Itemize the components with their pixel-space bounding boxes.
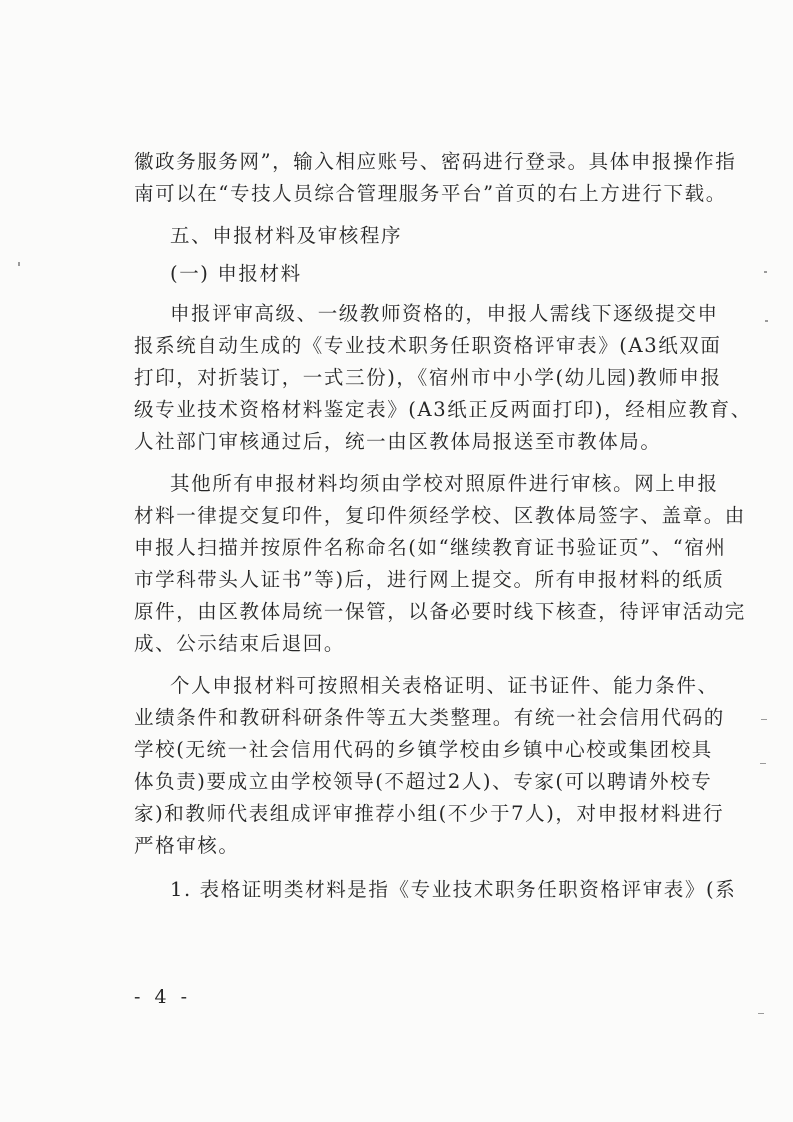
scan-speck [761, 719, 767, 720]
text-line: 成、公示结束后退回。 [134, 632, 346, 655]
page-number: - 4 - [134, 986, 192, 1008]
scan-speck [758, 1013, 764, 1014]
text-line: 级专业技术资格材料鉴定表》(A3纸正反两面打印)，经相应教育、 [134, 398, 752, 421]
scan-speck [765, 320, 768, 322]
paragraph-first-line: 个人申报材料可按照相关表格证明、证书证件、能力条件、 [170, 674, 719, 697]
text-line: 市学科带头人证书”等)后，进行网上提交。所有申报材料的纸质 [134, 568, 725, 591]
text-line: 申报人扫描并按原件名称命名(如“继续教育证书验证页”、“宿州 [134, 536, 727, 559]
paragraph-first-line: 申报评审高级、一级教师资格的，申报人需线下逐级提交申 [170, 302, 719, 325]
scan-speck [764, 271, 767, 273]
text-line: 人社部门审核通过后，统一由区教体局报送至市教体局。 [134, 430, 662, 453]
scan-speck [18, 262, 20, 266]
text-line: 南可以在“专技人员综合管理服务平台”首页的右上方进行下载。 [134, 182, 727, 205]
text-line: 严格审核。 [134, 834, 240, 857]
paragraph-first-line: 其他所有申报材料均须由学校对照原件进行审核。网上申报 [170, 472, 719, 495]
text-line: 家)和教师代表组成评审推荐小组(不少于7人)，对申报材料进行 [134, 802, 725, 825]
text-line: 原件，由区教体局统一保管，以备必要时线下核查，待评审活动完 [134, 600, 746, 623]
text-line: 体负责)要成立由学校领导(不超过2人)、专家(可以聘请外校专 [134, 770, 713, 793]
text-line: 材料一律提交复印件，复印件须经学校、区教体局签字、盖章。由 [134, 504, 746, 527]
subsection-heading: (一) 申报材料 [170, 262, 302, 285]
text-line: 徽政务服务网”，输入相应账号、密码进行登录。具体申报操作指 [134, 150, 737, 173]
text-line: 打印，对折装订，一式三份)，《宿州市中小学(幼儿园)教师申报 [134, 366, 722, 389]
scan-speck [760, 763, 766, 764]
document-body [134, 146, 752, 906]
text-line: 报系统自动生成的《专业技术职务任职资格评审表》(A3纸双面 [134, 334, 722, 357]
paragraph-first-line: 1. 表格证明类材料是指《专业技术职务任职资格评审表》(系 [170, 878, 737, 901]
section-heading: 五、申报材料及审核程序 [170, 224, 403, 247]
text-line: 学校(无统一社会信用代码的乡镇学校由乡镇中心校或集团校具 [134, 738, 713, 761]
text-line: 业绩条件和教研科研条件等五大类整理。有统一社会信用代码的 [134, 706, 725, 729]
